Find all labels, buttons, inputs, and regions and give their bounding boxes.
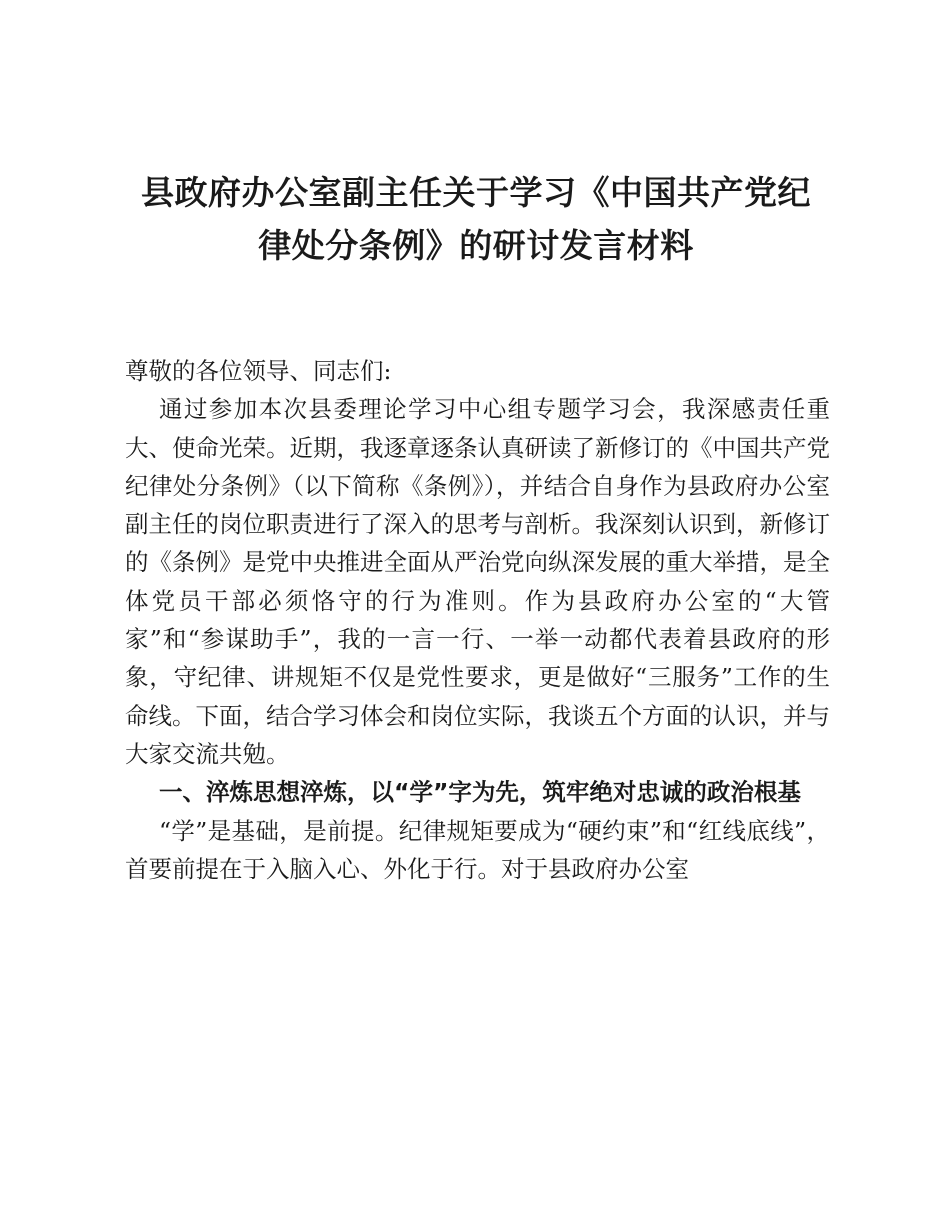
section-heading-1: 一、淬炼思想淬炼，以“学”字为先，筑牢绝对忠诚的政治根基 [159,778,801,807]
document-title [120,166,832,272]
title-line-1: 县政府办公室副主任关于学习《中国共产党纪 [141,173,811,212]
document-body [125,352,830,888]
paragraph-section-1: “学”是基础，是前提。纪律规矩要成为“硬约束”和“红线底线”，首要前提在于入脑入心、外化于行。对于县政府办公室 [125,816,830,883]
salutation: 尊敬的各位领导、同志们: [125,357,392,385]
title-line-2: 律处分条例》的研讨发言材料 [258,226,694,265]
paragraph-intro: 通过参加本次县委理论学习中心组专题学习会，我深感责任重大、使命光荣。近期，我逐章逐条认真研读了新修订的《中国共产党纪律处分条例》（以下简称《条例》），并结合自身作为县政府办公室副主任的岗位职责进行了深入的思考与剖析。我深刻认识到，新修订的《条例》是党中央推进全面从严治党向纵深发展的重大举措，是全体党员干部必须恪守的行为准则。作为县政府办公室的“大管家”和“参谋助手”，我的一言一行、一举一动都代表着县政府的形象，守纪律、讲规矩不仅是党性要求，更是做好“三服务”工作的生命线。下面，结合学习体会和岗位实际，我谈五个方面的认识，并与大家交流共勉。 [125,395,830,768]
